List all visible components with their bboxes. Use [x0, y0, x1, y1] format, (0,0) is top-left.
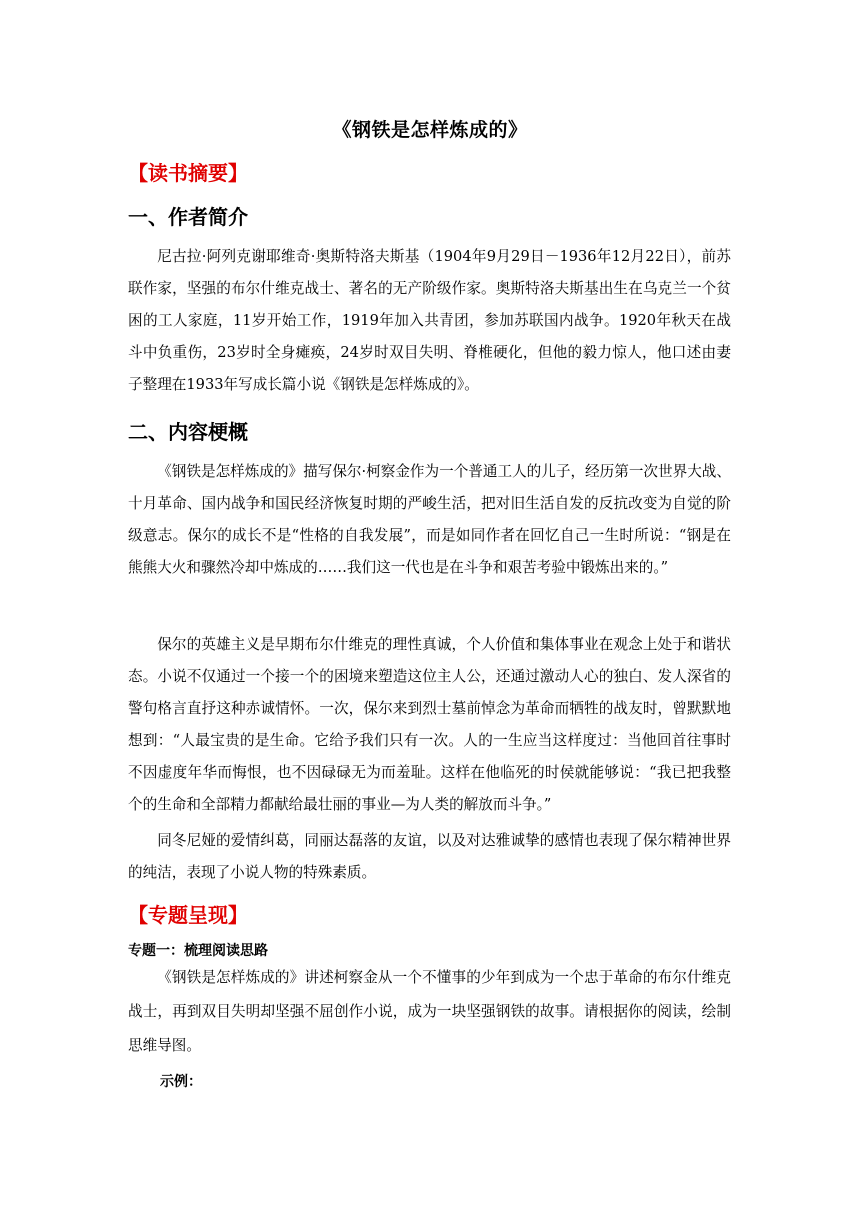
- topic1-heading: 专题一：梳理阅读思路: [128, 943, 268, 959]
- topic1-paragraph: 《钢铁是怎样炼成的》讲述柯察金从一个不懂事的少年到成为一个忠于革命的布尔什维克战士，再到双目失明却坚强不屈创作小说，成为一块坚强钢铁的故事。请根据你的阅读，绘制思维导图。: [128, 969, 731, 1054]
- summary-paragraph-1: 《钢铁是怎样炼成的》描写保尔·柯察金作为一个普通工人的儿子，经历第一次世界大战、十月革命、国内战争和国民经济恢复时期的严峻生活，把对旧生活自发的反抗改变为自觉的阶级意志。保尔的成长不是“性格的自我发展”，而是如同作者在回忆自己一生时所说：“钢是在熊熊大火和骤然冷却中炼成的……我们这一代也是在斗争和艰苦考验中锻炼出来的。”: [128, 463, 731, 576]
- section-author-heading: 一、作者简介: [128, 205, 248, 229]
- topic-presentation-heading: 【专题呈现】: [128, 903, 248, 927]
- summary-paragraph-2: 保尔的英雄主义是早期布尔什维克的理性真诚，个人价值和集体事业在观念上处于和谐状态。小说不仅通过一个接一个的困境来塑造这位主人公，还通过激动人心的独白、发人深省的警句格言直抒这种赤诚情怀。一次，保尔来到烈士墓前悼念为革命而牺牲的战友时，曾默默地想到：“人最宝贵的是生命。它给予我们只有一次。人的一生应当这样度过：当他回首往事时不因虚度年华而悔恨，也不因碌碌无为而羞耻。这样在他临死的时侯就能够说：“我已把我整个的生命和全部精力都献给最壮丽的事业—为人类的解放而斗争。”: [128, 636, 731, 813]
- summary-paragraph-3: 同冬尼娅的爱情纠葛，同丽达磊落的友谊，以及对达雅诚挚的感情也表现了保尔精神世界的纯洁，表现了小说人物的特殊素质。: [128, 832, 731, 881]
- reading-summary-heading: 【读书摘要】: [128, 161, 248, 185]
- section-summary-heading: 二、内容梗概: [128, 420, 248, 444]
- author-intro-paragraph: 尼古拉·阿列克谢耶维奇·奥斯特洛夫斯基（1904年9月29日－1936年12月22日），前苏联作家，坚强的布尔什维克战士、著名的无产阶级作家。奥斯特洛夫斯基出生在乌克兰一个贫困的工人家庭，11岁开始工作，1919年加入共青团，参加苏联国内战争。1920年秋天在战斗中负重伤，23岁时全身瘫痪，24岁时双目失明、脊椎硬化，但他的毅力惊人，他口述由妻子整理在1933年写成长篇小说《钢铁是怎样炼成的》。: [128, 248, 731, 393]
- example-label: 示例：: [160, 1074, 202, 1090]
- document-title: 《钢铁是怎样炼成的》: [332, 119, 528, 141]
